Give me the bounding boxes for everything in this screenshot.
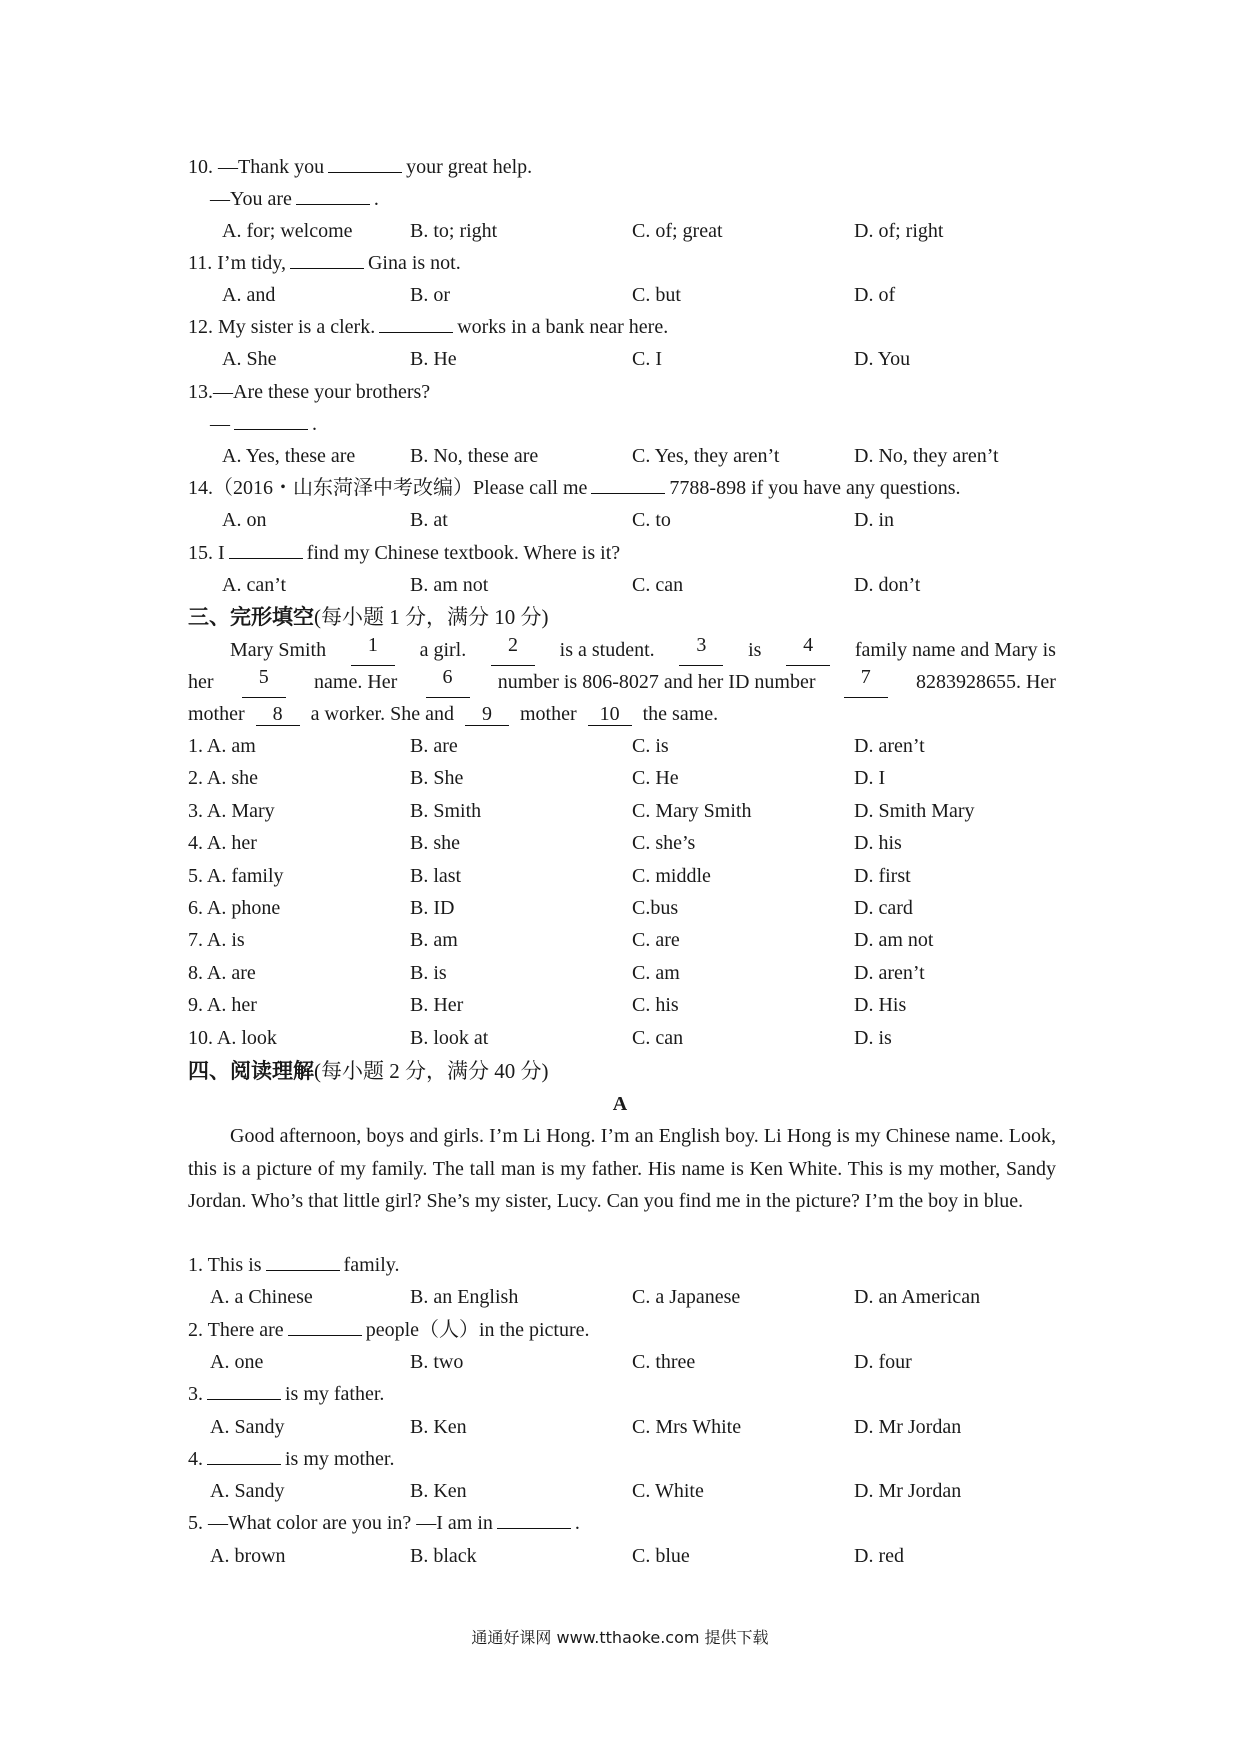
option-a: 8. A. are xyxy=(188,961,256,984)
option-b: B. an English xyxy=(410,1286,519,1309)
option-b: B. to; right xyxy=(410,220,498,242)
option-d: D. an American xyxy=(854,1286,981,1309)
option-d: D. Smith Mary xyxy=(854,799,975,822)
cloze-line-1 xyxy=(0,634,1240,666)
option-b: B. No, these are xyxy=(410,445,539,467)
question-stem-end: family. xyxy=(343,1254,400,1276)
answer-blank xyxy=(288,1317,362,1336)
option-a: 7. A. is xyxy=(188,929,245,952)
option-d: D. aren’t xyxy=(854,961,925,984)
option-a: A. on xyxy=(222,509,267,531)
cloze-text: mother xyxy=(188,703,245,725)
question-stem-end: find my Chinese textbook. Where is it? xyxy=(306,542,621,564)
option-c: C. I xyxy=(632,348,662,370)
option-b: B. or xyxy=(410,284,450,306)
option-b: B. He xyxy=(410,348,457,370)
question-stem: 14.（2016・山东菏泽中考改编）Please call me xyxy=(188,477,588,499)
option-d: D. four xyxy=(854,1350,912,1373)
option-d: D. of xyxy=(854,284,896,306)
answer-blank xyxy=(591,475,665,494)
option-b: B. are xyxy=(410,735,458,757)
question-14 xyxy=(0,472,1240,504)
option-a: A. and xyxy=(222,284,276,306)
reading-passage xyxy=(188,1120,1056,1218)
cloze-option-row xyxy=(0,795,1240,827)
reading-question-5 xyxy=(0,1507,1240,1539)
section-heading-reading xyxy=(188,1055,549,1087)
option-c: C. is xyxy=(632,735,669,757)
option-a: 4. A. her xyxy=(188,832,257,855)
option-d: D. No, they aren’t xyxy=(854,445,999,467)
question-stem: 3. xyxy=(188,1383,203,1406)
option-b: B. am not xyxy=(410,574,489,596)
option-a: A. Yes, these are xyxy=(222,445,356,467)
option-c: C. she’s xyxy=(632,832,696,855)
option-d: D. first xyxy=(854,864,911,887)
option-b: B. two xyxy=(410,1350,464,1373)
question-14-options xyxy=(0,504,1240,536)
question-15 xyxy=(0,537,1240,569)
footer-credit: 通通好课网 www.tthaoke.com 提供下载 xyxy=(471,1628,769,1647)
cloze-blank-4: 4 xyxy=(786,634,830,666)
option-b: B. Ken xyxy=(410,1415,467,1438)
option-b: B. Ken xyxy=(410,1480,467,1503)
option-b: B. look at xyxy=(410,1026,489,1049)
option-d: D. His xyxy=(854,994,907,1017)
question-stem-end: . xyxy=(312,413,317,435)
option-a: 6. A. phone xyxy=(188,897,281,919)
cloze-blank-10: 10 xyxy=(588,703,632,726)
question-stem: 15. I xyxy=(188,542,225,564)
option-c: C.bus xyxy=(632,897,679,919)
question-10 xyxy=(0,151,1240,183)
cloze-option-row xyxy=(0,989,1240,1021)
option-a: A. one xyxy=(210,1350,264,1373)
option-c: C. his xyxy=(632,994,679,1017)
option-c: C. middle xyxy=(632,864,711,887)
answer-blank xyxy=(266,1252,340,1271)
reading-question-1 xyxy=(0,1249,1240,1281)
cloze-option-row xyxy=(0,957,1240,989)
question-12 xyxy=(0,311,1240,343)
option-a: 2. A. she xyxy=(188,767,258,790)
question-12-options xyxy=(0,343,1240,375)
option-a: 5. A. family xyxy=(188,864,284,887)
cloze-line-2 xyxy=(0,666,1240,698)
option-b: B. black xyxy=(410,1544,477,1567)
question-stem: 5. —What color are you in? —I am in xyxy=(188,1512,493,1535)
option-c: C. but xyxy=(632,284,681,306)
cloze-blank-9: 9 xyxy=(465,703,509,726)
cloze-option-row xyxy=(0,860,1240,892)
passage-title: A xyxy=(612,1093,628,1115)
option-d: D. You xyxy=(854,348,911,370)
option-a: A. She xyxy=(222,348,277,370)
option-d: D. red xyxy=(854,1544,904,1567)
option-a: 9. A. her xyxy=(188,994,257,1017)
option-c: C. am xyxy=(632,961,680,984)
answer-blank xyxy=(234,411,308,430)
option-b: B. last xyxy=(410,864,462,887)
answer-blank xyxy=(290,250,364,269)
cloze-blank-1: 1 xyxy=(351,634,395,666)
question-stem: 10. —Thank you xyxy=(188,156,325,178)
option-d: D. aren’t xyxy=(854,735,925,757)
option-c: C. three xyxy=(632,1350,696,1373)
option-a: A. can’t xyxy=(222,574,287,596)
cloze-option-row xyxy=(0,730,1240,762)
question-stem-end: Gina is not. xyxy=(367,252,461,274)
cloze-option-row xyxy=(0,1022,1240,1054)
cloze-text: her xyxy=(188,671,214,693)
option-d: D. is xyxy=(854,1026,892,1049)
question-10-line2 xyxy=(0,183,1240,215)
question-stem-end: is my father. xyxy=(285,1383,385,1406)
cloze-text: Mary Smith xyxy=(230,639,327,661)
option-a: A. Sandy xyxy=(210,1415,285,1438)
reading-question-3-options xyxy=(0,1411,1240,1443)
cloze-blank-2: 2 xyxy=(491,634,535,666)
question-stem: 12. My sister is a clerk. xyxy=(188,316,376,338)
question-11-options xyxy=(0,279,1240,311)
question-stem: 13.—Are these your brothers? xyxy=(188,381,431,403)
option-d: D. I xyxy=(854,767,886,790)
option-c: C. are xyxy=(632,929,680,952)
option-a: 1. A. am xyxy=(188,735,256,757)
question-stem-end: your great help. xyxy=(406,156,533,178)
option-a: 10. A. look xyxy=(188,1026,277,1049)
option-d: D. Mr Jordan xyxy=(854,1415,962,1438)
option-b: B. am xyxy=(410,929,458,952)
cloze-option-row xyxy=(0,924,1240,956)
option-c: C. Mrs White xyxy=(632,1415,742,1438)
cloze-blank-8: 8 xyxy=(256,703,300,726)
question-stem: — xyxy=(210,413,230,435)
option-c: C. a Japanese xyxy=(632,1286,741,1309)
question-stem-end: works in a bank near here. xyxy=(457,316,669,338)
question-stem-end: . xyxy=(373,188,379,210)
option-c: C. to xyxy=(632,509,671,531)
cloze-blank-6: 6 xyxy=(426,666,470,698)
section-note: (每小题 2 分，满分 40 分) xyxy=(314,1059,549,1083)
reading-question-4 xyxy=(0,1443,1240,1475)
section-title: 四、阅读理解 xyxy=(188,1059,314,1083)
question-stem: —You are xyxy=(210,188,292,210)
option-b: B. is xyxy=(410,961,447,984)
section-note: (每小题 1 分，满分 10 分) xyxy=(314,605,549,629)
answer-blank xyxy=(207,1381,281,1400)
section-title: 三、完形填空 xyxy=(188,605,314,629)
question-stem: 2. There are xyxy=(188,1318,284,1341)
question-13 xyxy=(0,376,1240,408)
cloze-text: a worker. She and xyxy=(310,703,454,725)
question-stem-end: is my mother. xyxy=(285,1447,395,1470)
option-d: D. don’t xyxy=(854,574,921,596)
option-b: B. Smith xyxy=(410,799,482,822)
cloze-text: mother xyxy=(519,703,577,725)
option-c: C. blue xyxy=(632,1544,690,1567)
option-d: D. am not xyxy=(854,929,934,952)
cloze-text: 8283928655. Her xyxy=(915,671,1056,693)
cloze-text: number is 806-8027 and her ID number xyxy=(497,671,816,693)
option-b: B. Her xyxy=(410,994,464,1017)
reading-question-3 xyxy=(0,1378,1240,1410)
option-a: A. a Chinese xyxy=(210,1286,313,1309)
cloze-option-row xyxy=(0,827,1240,859)
option-c: C. can xyxy=(632,1026,684,1049)
option-b: B. She xyxy=(410,767,464,790)
cloze-text: the same. xyxy=(642,703,719,725)
answer-blank xyxy=(296,186,370,205)
option-c: C. Yes, they aren’t xyxy=(632,445,780,467)
reading-question-1-options xyxy=(0,1281,1240,1313)
answer-blank xyxy=(497,1510,571,1529)
cloze-blank-3: 3 xyxy=(679,634,723,666)
option-a: 3. A. Mary xyxy=(188,799,275,822)
option-b: B. at xyxy=(410,509,448,531)
option-d: D. card xyxy=(854,897,913,919)
cloze-text: a girl. xyxy=(419,639,467,661)
passage-text: Good afternoon, boys and girls. I’m Li Hong. I’m an English boy. Li Hong is my Chinese name. Look, this is a picture of my family. The tall man is my father. His name is Ken White. This is my mother, Sandy Jordan. Who’s that little girl? She’s my sister, Lucy. Can you find me in the picture? I’m the boy in blue. xyxy=(188,1125,1056,1213)
option-c: C. He xyxy=(632,767,679,790)
option-d: D. Mr Jordan xyxy=(854,1480,962,1503)
answer-blank xyxy=(229,540,303,559)
cloze-text: is xyxy=(748,639,762,661)
question-15-options xyxy=(0,569,1240,601)
question-stem-end: . xyxy=(574,1512,580,1535)
question-stem: 11. I’m tidy, xyxy=(188,252,286,274)
cloze-text: is a student. xyxy=(559,639,655,661)
cloze-blank-7: 7 xyxy=(844,666,888,698)
reading-question-5-options xyxy=(0,1540,1240,1572)
option-c: C. Mary Smith xyxy=(632,799,752,822)
answer-blank xyxy=(379,314,453,333)
option-d: D. his xyxy=(854,832,902,855)
cloze-line-3 xyxy=(0,698,1240,730)
question-10-options xyxy=(0,215,1240,247)
option-a: A. for; welcome xyxy=(222,220,353,242)
option-a: A. Sandy xyxy=(210,1480,285,1503)
answer-blank xyxy=(207,1446,281,1465)
option-d: D. of; right xyxy=(854,220,944,242)
option-b: B. ID xyxy=(410,897,455,919)
option-c: C. can xyxy=(632,574,684,596)
cloze-option-row xyxy=(0,762,1240,794)
question-stem: 1. This is xyxy=(188,1254,262,1276)
reading-question-4-options xyxy=(0,1475,1240,1507)
section-heading-cloze xyxy=(188,601,549,633)
option-b: B. she xyxy=(410,832,460,855)
cloze-option-row xyxy=(0,892,1240,924)
option-c: C. White xyxy=(632,1480,704,1503)
cloze-text: name. Her xyxy=(314,671,398,693)
question-stem: 4. xyxy=(188,1447,203,1470)
answer-blank xyxy=(328,154,402,173)
reading-question-2 xyxy=(0,1314,1240,1346)
option-c: C. of; great xyxy=(632,220,723,242)
question-stem-end: people（人）in the picture. xyxy=(365,1318,590,1341)
option-d: D. in xyxy=(854,509,894,531)
cloze-text: family name and Mary is xyxy=(854,639,1056,661)
question-stem-end: 7788-898 if you have any questions. xyxy=(669,477,961,499)
question-13-line2 xyxy=(0,408,1240,440)
option-a: A. brown xyxy=(210,1544,286,1567)
question-11 xyxy=(0,247,1240,279)
cloze-blank-5: 5 xyxy=(242,666,286,698)
question-13-options xyxy=(0,440,1240,472)
reading-question-2-options xyxy=(0,1346,1240,1378)
